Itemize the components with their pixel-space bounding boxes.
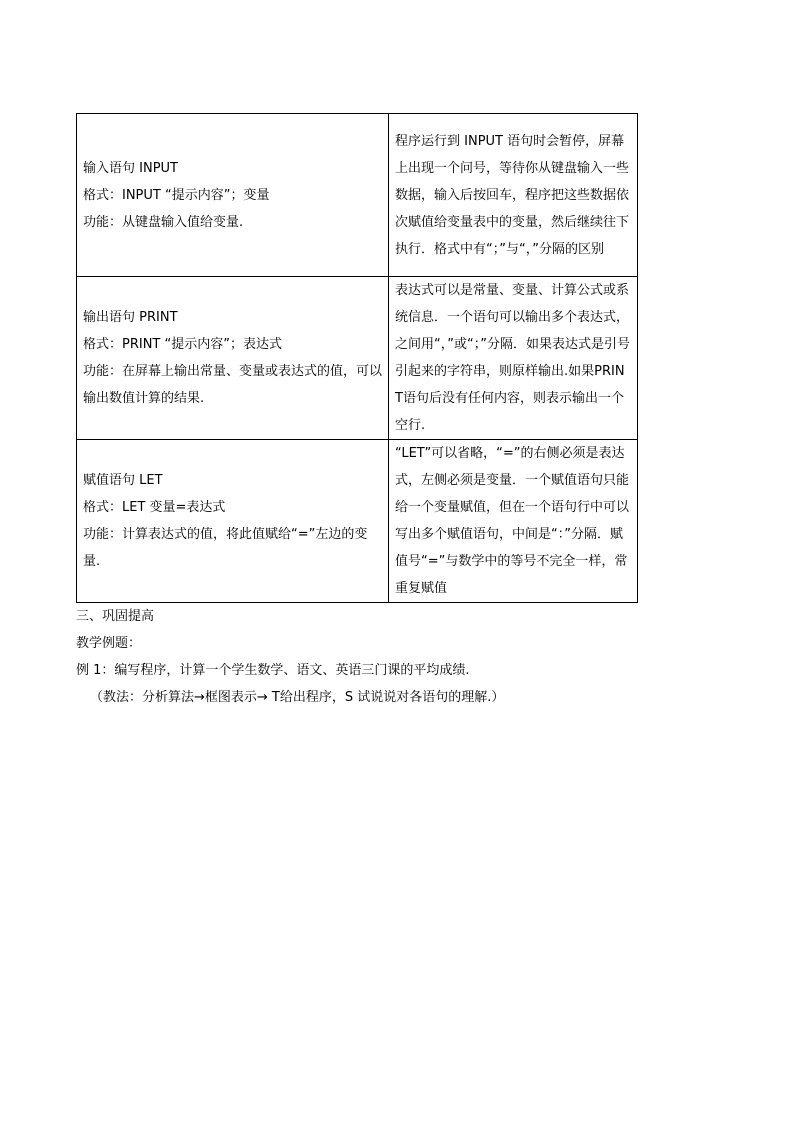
input-statement-description: 程序运行到 INPUT 语句时会暂停，屏幕上出现一个问号，等待你从键盘输入一些数据，输入后按回车，程序把这些数据依次赋值给变量表中的变量，然后继续往下执行．格式中有“；”与“，”分隔的区别 bbox=[389, 114, 638, 277]
section-subheading: 教学例题： bbox=[76, 636, 142, 651]
let-statement-description: “LET”可以省略，“=”的右侧必须是表达式，左侧必须是变量．一个赋值语句只能给一个变量赋值，但在一个语句行中可以写出多个赋值语句，中间是“：”分隔．赋值号“=”与数学中的等号不完全一样，常重复赋值 bbox=[389, 440, 638, 603]
table-row-input bbox=[77, 114, 638, 277]
print-statement-function: 功能：在屏幕上输出常量、变量或表达式的值，可以输出数值计算的结果. bbox=[83, 364, 383, 406]
input-statement-format: 格式：INPUT “提示内容”；变量 bbox=[83, 187, 270, 203]
let-statement-cell bbox=[77, 440, 389, 603]
print-statement-title: 输出语句 PRINT bbox=[83, 310, 178, 325]
print-statement-cell bbox=[77, 277, 389, 440]
print-statement-format: 格式：PRINT “提示内容”；表达式 bbox=[83, 337, 282, 352]
let-statement-format: 格式：LET 变量=表达式 bbox=[83, 500, 226, 515]
example-1-text: 例 1：编写程序，计算一个学生数学、语文、英语三门课的平均成绩. bbox=[76, 663, 470, 678]
statements-table bbox=[76, 113, 638, 603]
input-statement-title: 输入语句 INPUT bbox=[83, 160, 178, 176]
input-statement-function: 功能：从键盘输入值给变量. bbox=[83, 214, 244, 230]
let-statement-title: 赋值语句 LET bbox=[83, 473, 163, 488]
table-row-print bbox=[77, 277, 638, 440]
consolidation-section bbox=[76, 603, 716, 711]
section-heading: 三、巩固提高 bbox=[76, 609, 155, 624]
teaching-method-note: （教法：分析算法→框图表示→ T给出程序，S 试说说对各语句的理解.） bbox=[90, 690, 505, 705]
print-statement-description: 表达式可以是常量、变量、计算公式或系统信息．一个语句可以输出多个表达式，之间用“，”或“；”分隔．如果表达式是引号引起来的字符串，则原样输出.如果PRINT语句后没有任何内容，则表示输出一个空行. bbox=[389, 277, 638, 440]
let-statement-function: 功能：计算表达式的值，将此值赋给“=”左边的变量. bbox=[83, 527, 368, 569]
input-statement-cell bbox=[77, 114, 389, 277]
table-row-let bbox=[77, 440, 638, 603]
